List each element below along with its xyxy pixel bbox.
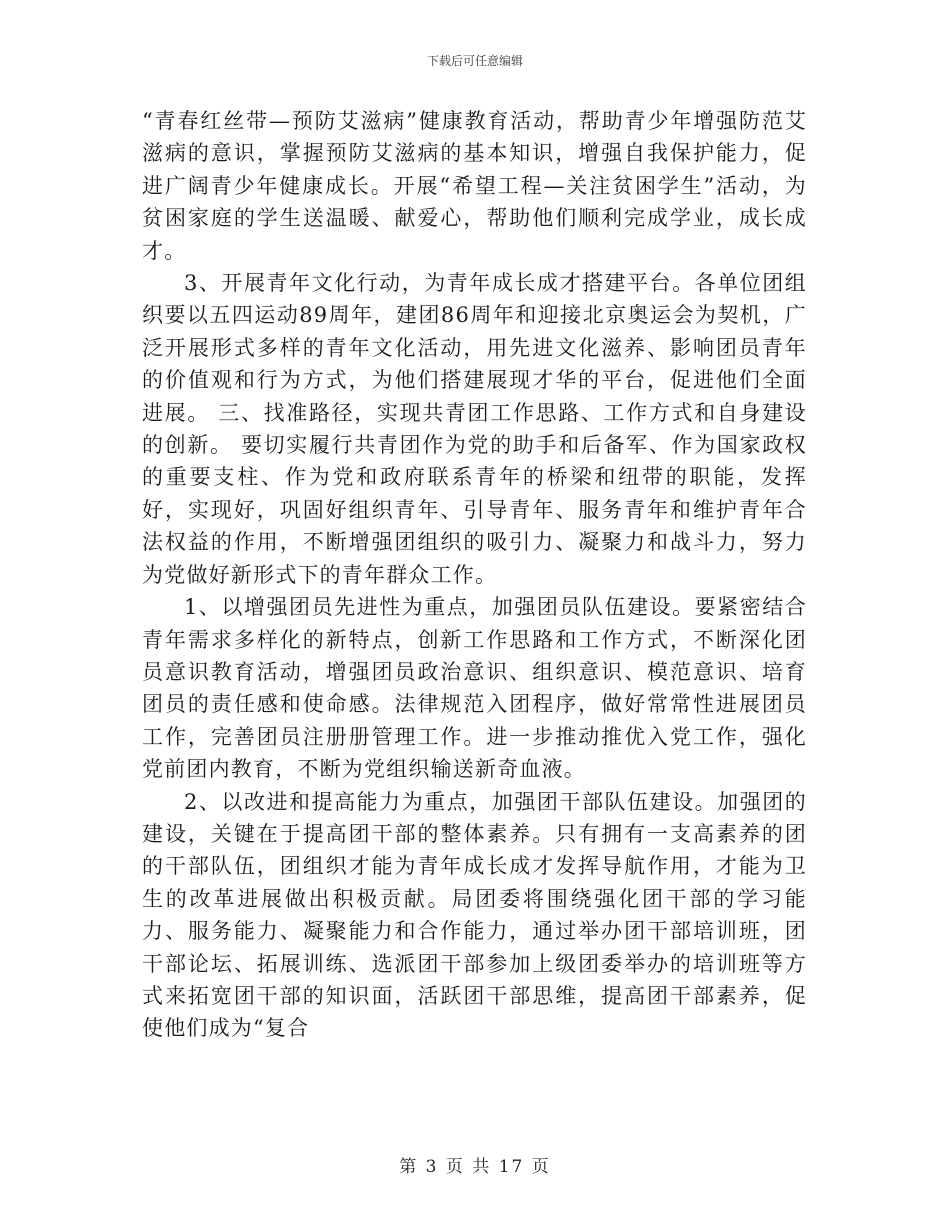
document-body (142, 105, 807, 1045)
paragraph-4: 2、以改进和提高能力为重点，加强团干部队伍建设。加强团的建设，关键在于提高团干部的整体素养。只有拥有一支高素养的团的干部队伍，团组织才能为青年成长成才发挥导航作用，才能为卫生的改革进展做出积极贡献。局团委将围绕强化团干部的学习能力、服务能力、凝聚能力和合作能力，通过举办团干部培训班，团干部论坛、拓展训练、选派团干部参加上级团委举办的培训班等方式来拓宽团干部的知识面，活跃团干部思维，提高团干部素养，促使他们成为“复合 (142, 789, 807, 1041)
paragraph-2: 3、开展青年文化行动，为青年成长成才搭建平台。各单位团组织要以五四运动89周年，建团86周年和迎接北京奥运会为契机，广泛开展形式多样的青年文化活动，用先进文化滋养、影响团员青年的价值观和行为方式，为他们搭建展现才华的平台，促进他们全面进展。 三、找准路径，实现共青团工作思路、工作方式和自身建设的创新。 要切实履行共青团作为党的助手和后备军、作为国家政权的重要支柱、作为党和政府联系青年的桥梁和纽带的职能，发挥好，实现好，巩固好组织青年、引导青年、服务青年和维护青年合法权益的作用，不断增强团组织的吸引力、凝聚力和战斗力，努力为党做好新形式下的青年群众工作。 (142, 271, 807, 587)
paragraph-1: “青春红丝带—预防艾滋病”健康教育活动，帮助青少年增强防范艾滋病的意识，掌握预防艾滋病的基本知识，增强自我保护能力，促进广阔青少年健康成长。开展“希望工程—关注贫困学生”活动，为贫困家庭的学生送温暖、献爱心，帮助他们顺利完成学业，成长成才。 (142, 109, 807, 263)
page-footer: 第 3 页 共 17 页 (399, 1157, 551, 1177)
paragraph-3: 1、以增强团员先进性为重点，加强团员队伍建设。要紧密结合青年需求多样化的新特点，创新工作思路和工作方式，不断深化团员意识教育活动，增强团员政治意识、组织意识、模范意识、培育团员的责任感和使命感。法律规范入团程序，做好常常性进展团员工作，完善团员注册册管理工作。进一步推动推优入党工作，强化党前团内教育，不断为党组织输送新奇血液。 (142, 595, 807, 782)
page-header: 下载后可任意编辑 (426, 54, 523, 68)
